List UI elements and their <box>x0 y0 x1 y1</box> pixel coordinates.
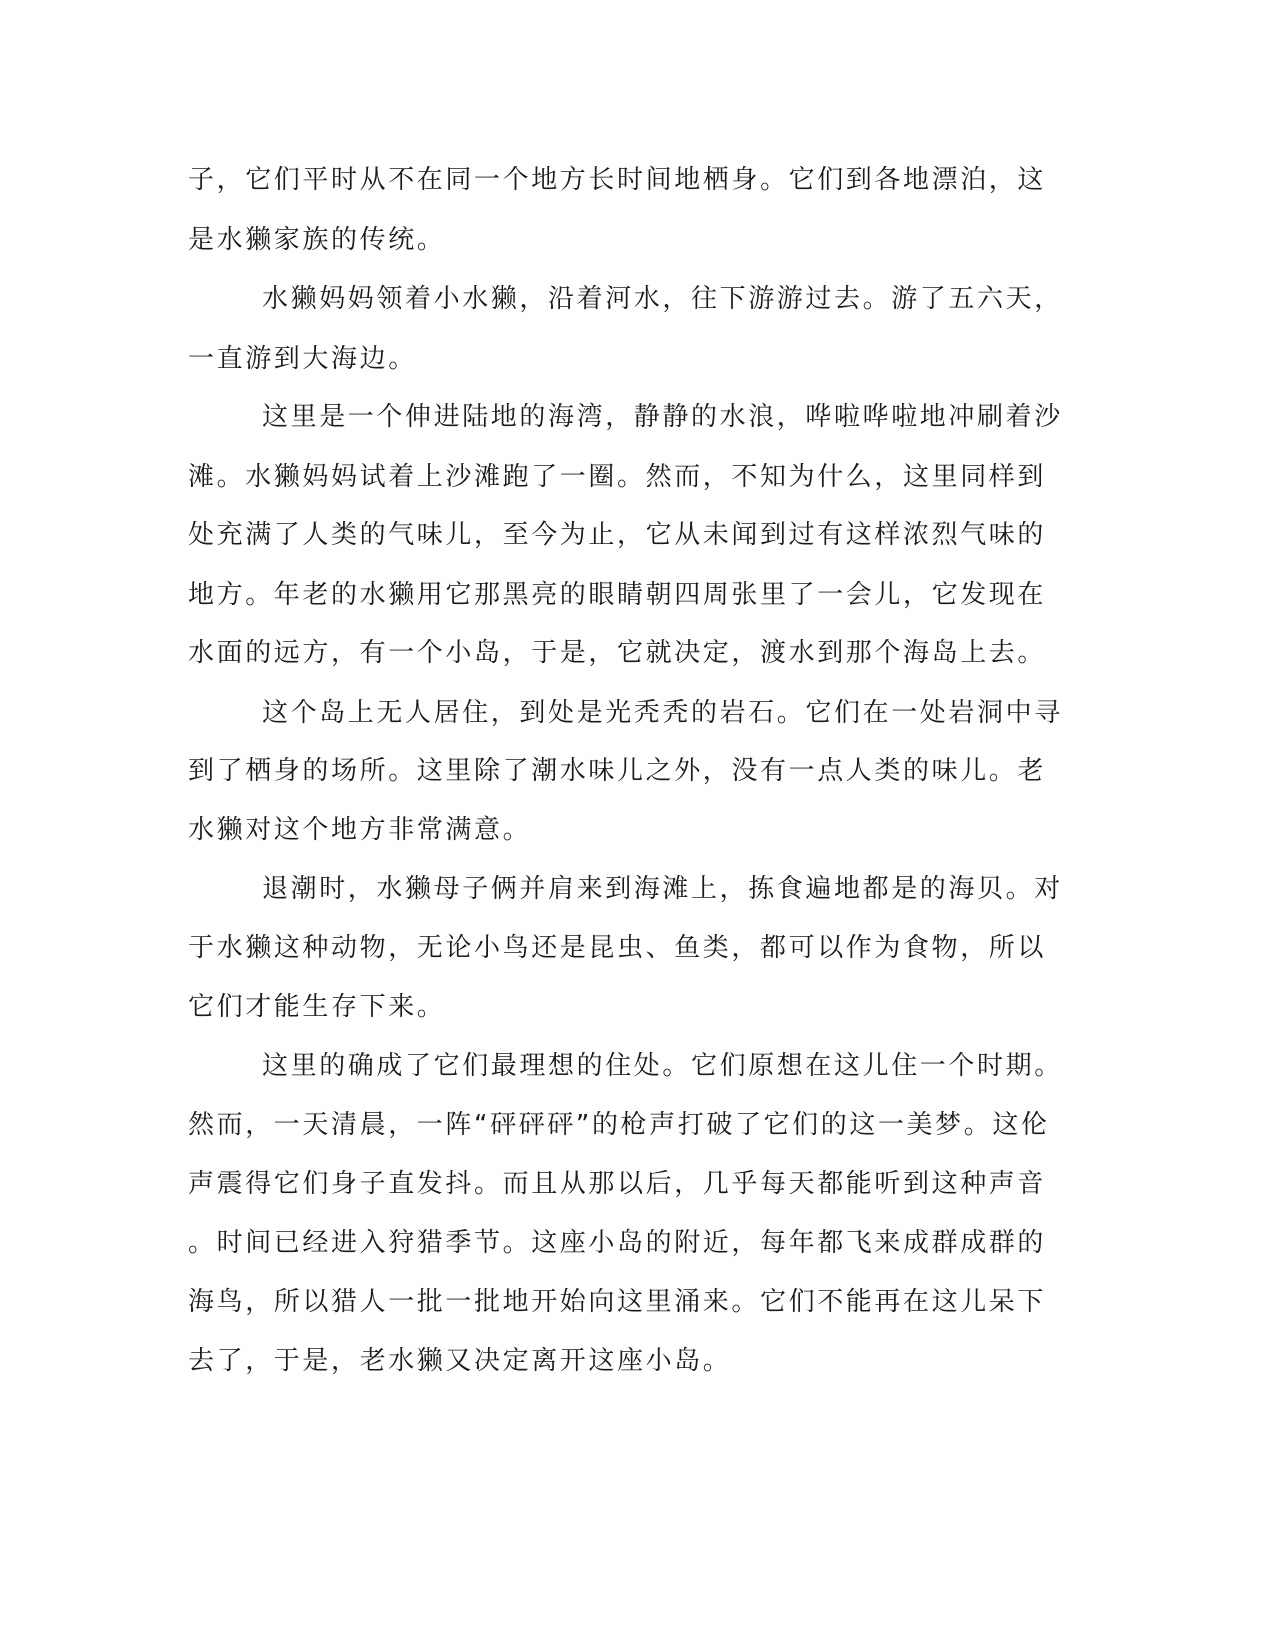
text-line: 处充满了人类的气味儿，至今为止，它从未闻到过有这样浓烈气味的 <box>188 520 1047 550</box>
text-line: 声震得它们身子直发抖。而且从那以后，几乎每天都能听到这种声音 <box>188 1169 1047 1199</box>
paragraph-first-line: 退潮时，水獭母子俩并肩来到海滩上，拣食遍地都是的海贝。对 <box>262 874 1063 904</box>
text-line: 去了，于是，老水獭又决定离开这座小岛。 <box>188 1346 732 1376</box>
text-line: 然而，一天清晨，一阵“砰砰砰”的枪声打破了它们的这一美梦。这伦 <box>188 1110 1050 1140</box>
paragraph-first-line: 这里的确成了它们最理想的住处。它们原想在这儿住一个时期。 <box>262 1051 1063 1081</box>
paragraph-first-line: 水獭妈妈领着小水獭，沿着河水，往下游游过去。游了五六天， <box>262 284 1063 314</box>
text-line: 子，它们平时从不在同一个地方长时间地栖身。它们到各地漂泊，这 <box>188 165 1047 195</box>
paragraph-first-line: 这里是一个伸进陆地的海湾，静静的水浪，哗啦哗啦地冲刷着沙 <box>262 402 1063 432</box>
text-line: 水獭对这个地方非常满意。 <box>188 815 532 845</box>
text-line: 于水獭这种动物，无论小鸟还是昆虫、鱼类，都可以作为食物，所以 <box>188 933 1047 963</box>
paragraph-first-line: 这个岛上无人居住，到处是光秃秃的岩石。它们在一处岩洞中寻 <box>262 698 1063 728</box>
text-line: 它们才能生存下来。 <box>188 992 446 1022</box>
text-line: 是水獭家族的传统。 <box>188 225 446 255</box>
text-line: 地方。年老的水獭用它那黑亮的眼睛朝四周张里了一会儿，它发现在 <box>188 580 1047 610</box>
text-line: 一直游到大海边。 <box>188 344 417 374</box>
text-line: 水面的远方，有一个小岛，于是，它就决定，渡水到那个海岛上去。 <box>188 638 1047 668</box>
text-line: 到了栖身的场所。这里除了潮水味儿之外，没有一点人类的味儿。老 <box>188 756 1047 786</box>
text-line: 滩。水獭妈妈试着上沙滩跑了一圈。然而，不知为什么，这里同样到 <box>188 462 1047 492</box>
text-line: 。时间已经进入狩猎季节。这座小岛的附近，每年都飞来成群成群的 <box>188 1228 1047 1258</box>
text-line: 海鸟，所以猎人一批一批地开始向这里涌来。它们不能再在这儿呆下 <box>188 1287 1047 1317</box>
